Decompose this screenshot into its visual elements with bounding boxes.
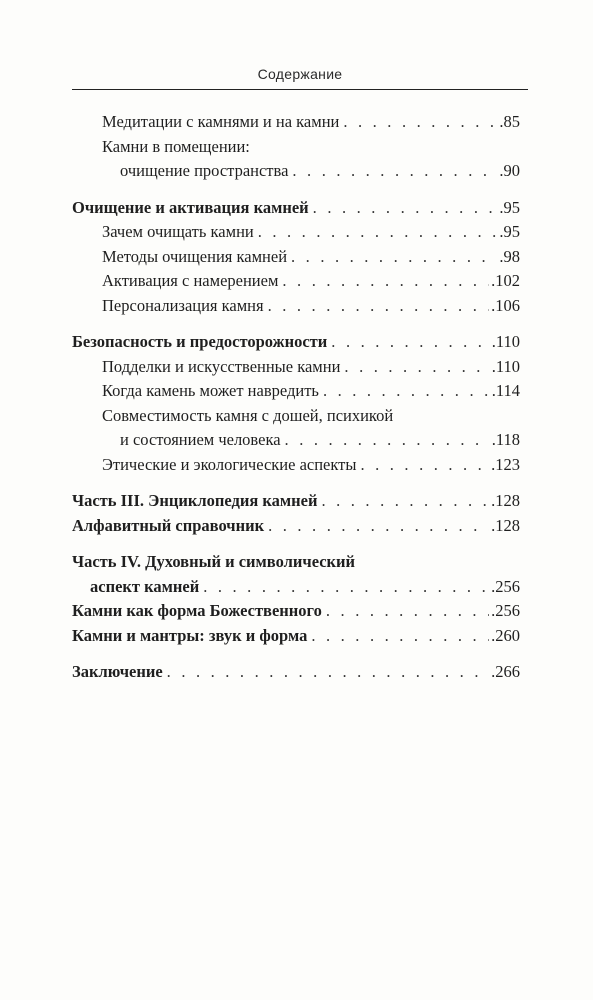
- toc-section-line[interactable]: [72, 550, 520, 575]
- toc-section[interactable]: [72, 330, 520, 355]
- toc-entry-title: Совместимость камня с дошей, психикой: [102, 405, 394, 425]
- toc-section[interactable]: [72, 599, 520, 624]
- toc-section-title-cont: аспект камней: [90, 576, 200, 596]
- leader-dots: [281, 428, 490, 453]
- toc-entry-title: Камни в помещении:: [102, 136, 250, 156]
- toc-entry-title: Активация с намерением: [102, 271, 279, 290]
- toc-entry-page: .114: [491, 381, 520, 400]
- toc-section-page: .260: [491, 625, 520, 645]
- toc-section-title: Камни и мантры: звук и форма: [72, 625, 308, 645]
- leader-dots: [264, 294, 490, 319]
- leader-dots: [288, 159, 497, 184]
- toc-entry-page: .95: [499, 222, 520, 241]
- toc-section-page: .95: [499, 197, 520, 217]
- toc-section-title: Очищение и активация камней: [72, 197, 309, 217]
- leader-dots: [254, 220, 498, 245]
- toc-entry-title: Этические и экологические аспекты: [102, 454, 357, 474]
- toc-entry-title: Зачем очищать камни: [102, 222, 254, 241]
- toc-section-title: Заключение: [72, 662, 163, 681]
- toc-section[interactable]: [72, 624, 520, 649]
- toc-section-title: Часть III. Энциклопедия камней: [72, 491, 318, 510]
- leader-dots: [163, 660, 489, 685]
- toc-entry[interactable]: [72, 294, 520, 319]
- toc-section-title: Безопасность и предосторожности: [72, 332, 328, 351]
- toc-entry[interactable]: [72, 355, 520, 380]
- toc-entry-title: Когда камень может навредить: [102, 381, 319, 400]
- leader-dots: [322, 599, 489, 624]
- leader-dots: [339, 110, 497, 135]
- toc-entry-title-cont: и состоянием человека: [120, 430, 281, 449]
- toc-entry[interactable]: [72, 428, 520, 453]
- toc-section-page: .266: [491, 662, 520, 681]
- toc-section-page: .128: [491, 515, 520, 535]
- toc-section[interactable]: [72, 660, 520, 685]
- toc-section-page: .256: [491, 576, 520, 596]
- toc-entry[interactable]: [72, 110, 520, 135]
- toc-entry[interactable]: [72, 245, 520, 270]
- leader-dots: [356, 453, 489, 478]
- leader-dots: [264, 514, 489, 539]
- toc-entry-title-cont: очищение пространства: [120, 161, 289, 180]
- toc-entry[interactable]: [72, 379, 520, 404]
- leader-dots: [317, 489, 489, 514]
- toc-section-title: Алфавитный справочник: [72, 515, 265, 535]
- leader-dots: [319, 379, 490, 404]
- toc-entry-page: .106: [491, 295, 520, 315]
- toc-entry-page: .85: [499, 112, 520, 131]
- toc-section[interactable]: [72, 196, 520, 221]
- header-rule: [72, 89, 528, 90]
- toc-section-page: .128: [491, 491, 520, 510]
- toc-entry-page: .98: [499, 246, 520, 266]
- leader-dots: [309, 196, 498, 221]
- toc-entry-page: .90: [499, 161, 520, 180]
- toc-section-title: Часть IV. Духовный и символический: [72, 552, 356, 571]
- leader-dots: [307, 624, 489, 649]
- leader-dots: [287, 245, 497, 270]
- table-of-contents: [72, 110, 520, 685]
- toc-entry[interactable]: [72, 453, 520, 478]
- toc-entry-page: .102: [491, 271, 520, 290]
- toc-section-page: .110: [491, 332, 520, 351]
- toc-entry-page: .110: [491, 356, 520, 376]
- toc-entry[interactable]: [72, 220, 520, 245]
- toc-section[interactable]: [72, 514, 520, 539]
- leader-dots: [278, 269, 489, 294]
- toc-section-title: Камни как форма Божественного: [72, 601, 322, 620]
- leader-dots: [340, 355, 489, 380]
- running-header: Содержание: [257, 66, 343, 82]
- leader-dots: [199, 575, 489, 600]
- toc-entry-title: Медитации с камнями и на камни: [102, 112, 340, 131]
- toc-entry-page: .118: [491, 430, 520, 449]
- leader-dots: [327, 330, 489, 355]
- toc-entry-page: .123: [491, 454, 520, 474]
- toc-entry-title: Подделки и искусственные камни: [102, 356, 341, 376]
- toc-entry[interactable]: [72, 159, 520, 184]
- toc-entry-title: Методы очищения камней: [102, 246, 288, 266]
- toc-entry-line[interactable]: [72, 404, 520, 429]
- toc-section-page: .256: [491, 601, 520, 620]
- toc-entry-title: Персонализация камня: [102, 295, 264, 315]
- toc-entry[interactable]: [72, 269, 520, 294]
- toc-section[interactable]: [72, 489, 520, 514]
- toc-section[interactable]: [72, 575, 520, 600]
- toc-entry-line[interactable]: [72, 135, 520, 160]
